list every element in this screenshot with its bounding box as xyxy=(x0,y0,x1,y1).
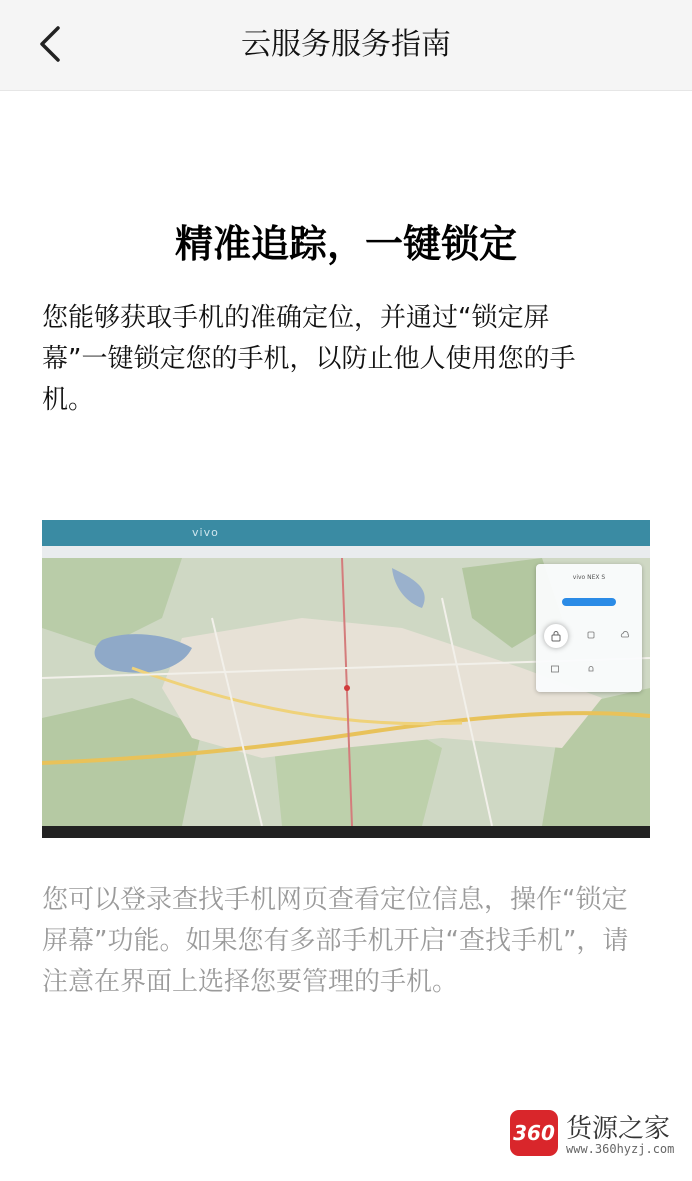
watermark-name: 货源之家 xyxy=(566,1114,671,1144)
device-name: vivo NEX S xyxy=(572,574,606,581)
image-icon xyxy=(550,664,560,674)
find-phone-screenshot xyxy=(42,520,650,838)
page-title: 云服务服务指南 xyxy=(241,27,451,62)
screenshot-top-bar xyxy=(42,520,650,546)
photo-button[interactable] xyxy=(546,660,564,678)
cloud-button[interactable] xyxy=(616,626,634,644)
intro-paragraph: 您能够获取手机的准确定位，并通过“锁定屏幕”一键锁定您的手机，以防止他人使用您的手机。 xyxy=(42,303,576,415)
bell-icon xyxy=(586,664,596,674)
lock-icon xyxy=(550,630,562,642)
vivo-logo: vivo xyxy=(192,526,219,539)
screenshot-sub-bar xyxy=(42,546,650,558)
header-bar xyxy=(0,0,692,91)
locate-button[interactable] xyxy=(562,598,616,606)
site-watermark xyxy=(510,1108,686,1164)
ring-icon xyxy=(586,630,596,640)
instruction-paragraph: 您可以登录查找手机网页查看定位信息，操作“锁定屏幕”功能。如果您有多部手机开启“查找手机”，请注意在界面上选择您要管理的手机。 xyxy=(42,885,629,997)
cloud-icon xyxy=(620,630,630,640)
lock-screen-button[interactable] xyxy=(544,624,568,648)
ring-button[interactable] xyxy=(582,626,600,644)
alarm-button[interactable] xyxy=(582,660,600,678)
feature-headline: 精准追踪，一键锁定 xyxy=(174,222,517,266)
watermark-logo-icon: 360 xyxy=(510,1110,558,1156)
device-panel xyxy=(536,564,642,692)
screenshot-bottom-bar xyxy=(42,826,650,838)
watermark-url: www.360hyzj.com xyxy=(566,1142,675,1156)
